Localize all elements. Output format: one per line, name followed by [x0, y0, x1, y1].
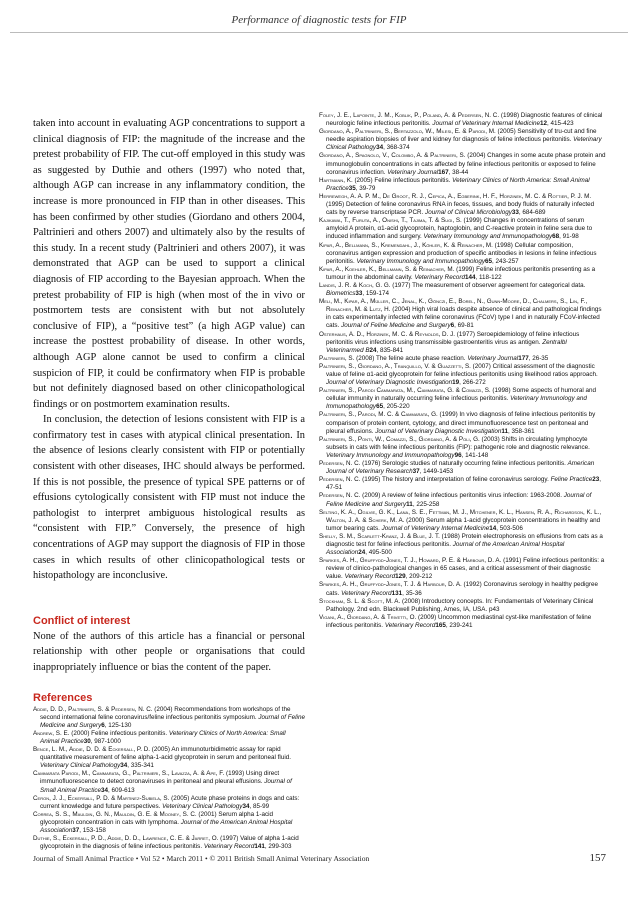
reference-volume: 65 [485, 257, 493, 265]
reference-pages: , 118-122 [475, 273, 502, 281]
reference-authors: Paltrinieri, S., Ponti, W., Comazzi, S., Giordano, A. & Poli, G. [319, 435, 480, 443]
reference-details: (1991) Feline infectious peritonitis: a review of clinico-pathological changes in 65 cases, and a critical assessment of their diagnostic value. [326, 557, 605, 581]
reference-entry [33, 811, 305, 835]
journal-footer-text: Journal of Small Animal Practice • Vol 52 • March 2011 • © 2011 British Small Animal Veterinary Association [33, 854, 370, 863]
reference-journal: Journal of Feline Medicine and Surgery [326, 492, 592, 508]
reference-volume: 33 [355, 290, 363, 298]
reference-authors: Stockham, S. L. & Scott, M. A. [319, 597, 401, 605]
reference-authors: Landis, J. R. & Koch, G. G. [319, 281, 391, 289]
reference-journal: Veterinary Immunology and Immunopathology [423, 233, 553, 241]
reference-journal: Veterinary Clinics of North America: Small Animal Practice [40, 729, 286, 745]
reference-volume: 68 [552, 233, 560, 241]
reference-journal: Journal of Feline Medicine and Surgery [341, 322, 451, 330]
reference-details: (2004) Changes in some acute phase protein and immunoglobulin concentrations in cats affected by feline infectious peritonitis or exposed to feline coronavirus infection. [326, 152, 606, 176]
reference-authors: Kipar, A., Bellmann, S., Kremendahl, J., Köhler, K. & Reinacher, M. [319, 241, 493, 249]
reference-journal: Veterinary Record [414, 273, 465, 281]
reference-pages: , 503-506 [496, 524, 523, 532]
reference-entry [319, 355, 606, 363]
reference-authors: Correa, S. S., Mauldin, G. N., Mauldin, G. E. & Mooney, S. C. [33, 810, 197, 818]
reference-volume: 144 [464, 273, 476, 281]
reference-details: (1995) The history and interpretation of feline coronavirus serology. [360, 476, 551, 484]
reference-authors: Andrew, S. E. [33, 729, 70, 737]
reference-details: (1999) In vivo diagnosis of feline infectious peritonitis by comparison of protein content, cytology, and direct immunofluorescence test on peritoneal and pleural effusions. [326, 411, 596, 435]
reference-entry [319, 492, 606, 508]
reference-details: (2004) High viral loads despite absence of clinical and pathological findings in cats experimentally infected with feline coronavirus (FCoV) type I and in naturally FCoV-infected cats. [326, 306, 602, 330]
reference-journal: Veterinary Record [203, 843, 255, 851]
reference-authors: Pedersen, N. C. [319, 460, 361, 468]
header-divider [10, 32, 628, 33]
reference-pages: , 368-374 [383, 144, 410, 152]
reference-entry [319, 533, 606, 557]
reference-journal: Veterinary Immunology and Immunopathology [326, 451, 455, 459]
reference-volume: 33 [511, 209, 519, 217]
reference-volume: 19 [452, 379, 460, 387]
left-column [33, 116, 305, 851]
reference-pages: , 835-841 [376, 346, 404, 354]
reference-volume: 24 [358, 549, 366, 557]
reference-authors: Addie, D. D., Paltrinieri, S. & Pedersen, N. C. [33, 705, 153, 713]
reference-entry [319, 128, 606, 152]
reference-pages: , 609-613 [108, 786, 135, 794]
reference-details: (2000) Feline infectious peritonitis. [69, 729, 169, 737]
reference-details: (2005) Sensitivity of tru-cut and fine needle aspiration biopsies of liver and kidney for diagnosis of feline infectious peritonitis. [326, 128, 597, 144]
reference-journal: Veterinary Journal [387, 168, 439, 176]
reference-pages: , 266-272 [459, 379, 486, 387]
reference-journal: Journal of Veterinary Diagnostic Investigation [375, 427, 502, 435]
reference-authors: Giordano, A., Spagnolo, V., Colombo, A. & Paltrinieri, S. [319, 152, 466, 160]
reference-pages: , 85-99 [249, 802, 270, 810]
reference-volume: 34 [101, 786, 109, 794]
reference-entry [319, 331, 606, 355]
reference-authors: Vigani, A., Giordano, A. & Trivetti, O. [319, 613, 417, 621]
reference-volume: 34 [120, 762, 128, 770]
reference-details: (1998) Diagnostic features of clinical neurologic feline infectious peritonitis. [326, 112, 603, 128]
reference-volume: 6 [101, 721, 105, 729]
reference-journal: Feline Practice [550, 476, 593, 484]
body-paragraph: In conclusion, the detection of lesions consistent with FIP is a confirmatory test in cases with atypical clinical presentation. In the absence of lesions clearly consistent with FIP or potentially consistent with other diseases, IHC should always be performed. If this is not possible, the presence of typical SPE patterns or of effusions cytologically consistent with FIP must not induce the pathologist to interpret ambiguous histological results as “consistent with FIP.” Conversely, the presence of high concentrations of AGP may support the diagnosis of FIP in those cases in which results of other clinicopathological tests or histopathology are inconclusive. [33, 414, 305, 582]
conflict-of-interest-heading: Conflict of interest [33, 614, 131, 627]
reference-volume: 12 [540, 120, 548, 128]
reference-entry [33, 835, 305, 851]
reference-volume: 167 [438, 168, 449, 176]
reference-details: (2009) A review of feline infectious peritonitis virus infection: 1963-2008. [360, 492, 564, 500]
reference-pages: , 153-158 [79, 827, 106, 834]
reference-pages: , 1449-1453 [419, 468, 454, 476]
reference-pages: , 987-1000 [90, 737, 121, 745]
reference-entry [319, 363, 606, 387]
reference-pages: , 358-361 [508, 427, 535, 435]
reference-entry [319, 266, 606, 282]
reference-journal: Veterinary Record [341, 589, 392, 597]
reference-journal: Journal of Clinical Microbiology [425, 209, 512, 217]
reference-entry [319, 193, 606, 217]
reference-details: (2008) The feline acute phase reaction. [354, 354, 468, 362]
reference-volume: 37 [412, 468, 420, 476]
reference-authors: Sparkes, A. H., Gruffydd-Jones, T. J., Howard, P. E. & Harbour, D. A. [319, 557, 502, 565]
reference-authors: Pedersen, N. C. [319, 492, 361, 500]
running-title: Performance of diagnostic tests for FIP [231, 14, 407, 26]
reference-journal: Journal of the American Animal Hospital Association [40, 818, 293, 834]
reference-entry [319, 598, 606, 614]
reference-authors: Ceron, J. J., Eckersall, P. D. & Martinez-Subiela, S. [33, 794, 170, 802]
reference-authors: Bence, L. M., Addie, D. D. & Eckersall, P. D. [33, 746, 151, 754]
reference-pages: , 415-423 [547, 120, 574, 128]
reference-details: (2000) Serum alpha 1-acid glycoprotein concentrations in healthy and tumor bearing cats. [326, 516, 601, 532]
reference-authors: Giordano, A., Paltrinieri, S., Bertazzolo, W., Milesi, E. & Parodi, M. [319, 128, 496, 136]
reference-authors: Paltrinieri, S., Giordano, A., Tranquillo, V. & Guazzetti, S. [319, 362, 471, 370]
reference-volume: 11 [501, 427, 509, 435]
reference-pages: , 38-44 [448, 168, 469, 176]
reference-entry [319, 112, 606, 128]
body-paragraph: taken into account in evaluating AGP concentrations to support a clinical diagnosis of FIP: the magnitude of the increase and the pretest probability of FIP. The cut-off employed in this study was as suggested by Duthie and others (1997) who noted that, although AGP can increase in any inflammatory condition, the increase is more pronounced in FIP than in other diseases. This has been confirmed by other studies (Giordano and others 2004, Paltrinieri and others 2007) and ultimately also by the results of this study. In a recent study (Paltrinieri and others 2007), it was demonstrated that AGP can be used to support a clinical diagnosis of FIP according to the Bayesian approach. When the pretest probability of FIP is high (when most of the in vivo or postmortem tests are consistent with but not absolutely conclusive of FIP), a “positive test” (a high AGP value) can increase the posttest probability of disease. In other words, although AGP alone cannot be used to confirm a clinical suspicion of FIP, it could be confirmatory when FIP is probable but not definitely diagnosed based on other clinicopathological findings or on postmortem examination results. [33, 118, 305, 410]
reference-details: (1999) Changes in concentrations of serum amyloid A protein, α1-acid glycoprotein, haptoglobin, and C-reactive protein in feline sera due to induced inflammation and surgery. [326, 217, 593, 241]
reference-journal: Zentralbl Veterinarmed B [326, 338, 567, 354]
reference-authors: Paltrinieri, S., Parodi Cammarata, M., Cammarata, G. & Comazzi, S. [319, 387, 491, 395]
page-number: 157 [589, 852, 606, 864]
reference-volume: 6 [450, 322, 455, 330]
reference-entry [319, 460, 606, 476]
reference-list-right [319, 112, 606, 630]
reference-authors: Herrewegh, A. A. P. M., De Groot, R. J., Cepica, A., Egberink, H. F., Horzinek, M. C. & Rottier, P. J. M. [319, 192, 592, 200]
reference-volume: 34 [242, 802, 250, 810]
reference-authors: Kajikawa, T., Furuta, A., Onishi, T., Tajima, T. & Sugi, S. [319, 217, 462, 225]
reference-pages: , 35-36 [402, 589, 422, 597]
reference-details: (1992) Coronavirus serology in healthy pedigree cats. [326, 581, 598, 597]
reference-volume: 35 [348, 184, 356, 192]
reference-authors: Osterhaus, A. D., Horzinek, M. C. & Reynolds, D. J. [319, 330, 455, 338]
reference-details: (2004) Recommendations from workshops of the second international feline coronavirus/feline infectious peritonitis symposium. [40, 705, 291, 721]
reference-entry [319, 436, 606, 460]
reference-entry [33, 795, 305, 811]
reference-pages: , 299-303 [264, 843, 292, 851]
reference-entry [319, 581, 606, 597]
reference-entry [33, 770, 305, 794]
right-column [319, 112, 606, 630]
reference-entry [33, 706, 305, 730]
reference-journal: American Journal of Veterinary Research [326, 460, 595, 476]
reference-volume: 30 [83, 737, 91, 745]
reference-authors: Paltrinieri, S. [319, 354, 355, 362]
reference-entry [319, 476, 606, 492]
reference-entry [319, 298, 606, 330]
reference-details: (2009) Uncommon mediastinal cyst-like manifestation of feline infectious peritonitis. [326, 613, 592, 629]
reference-authors: Hartmann, K. [319, 176, 353, 184]
reference-journal: Journal of Veterinary Diagnostic Investigation [326, 379, 453, 387]
reference-pages: , 159-174 [362, 290, 390, 298]
reference-details: (2001) Serum alpha 1-acid glycoprotein concentration in cats with lymphoma. [40, 810, 273, 826]
reference-pages: , 684-689 [518, 209, 546, 217]
reference-entry [319, 282, 606, 298]
reference-entry [319, 614, 606, 630]
reference-journal: Veterinary Clinics of North America: Small Animal Practice [326, 176, 590, 192]
reference-details: (1988) Protein electrophoresis on effusions from cats as a diagnostic test for feline infectious peritonitis. [326, 532, 603, 548]
reference-details: (1977) Seroepidemiology of feline infectious peritonitis virus infections using transmissible gastroenteritis virus as antigen. [326, 330, 580, 346]
reference-authors: Selting, K. A., Ogilvie, G. K., Lana, S. E., Fettman, M. J., Mitchener, K. L., Hansen, R. A., Richardson, K. L., Walton, J. A. & Scherk, M. A. [319, 508, 602, 524]
reference-volume: 14 [489, 524, 497, 532]
reference-details: (2005) An immunoturbidimetric assay for rapid quantitative measurement of feline alpha-1-acid glycoprotein in serum and peritoneal fluid. [40, 746, 291, 762]
reference-journal: Veterinary Immunology and Immunopathology [356, 257, 486, 265]
reference-volume: 11 [406, 500, 413, 508]
reference-pages: , 47-51 [326, 476, 601, 492]
reference-journal: Journal of Veterinary Internal Medicine [381, 524, 490, 532]
reference-details: (1997) Value of alpha 1-acid glycoprotein in the diagnosis of feline infectious peritonitis. [40, 835, 299, 851]
page-footer [33, 852, 606, 868]
reference-pages: , 91-98 [559, 233, 579, 241]
reference-authors: Pedersen, N. C. [319, 476, 361, 484]
reference-pages: , 239-241 [445, 621, 473, 629]
reference-volume: 96 [454, 451, 462, 459]
reference-journal: Journal of Feline Medicine and Surgery [40, 713, 305, 729]
reference-pages: , 205-220 [383, 403, 410, 411]
reference-entry [319, 509, 606, 533]
reference-entry [319, 387, 606, 411]
reference-details: (1977) The measurement of observer agreement for categorical data. [390, 281, 586, 289]
reference-journal: Veterinary Record [344, 573, 396, 581]
reference-volume: 65 [376, 403, 384, 411]
reference-entry [319, 557, 606, 581]
reference-details: (2003) Shifts in circulating lymphocyte subsets in cats with feline infectious peritonitis (FIP): pathogenic role and diagnostic relevance. [326, 435, 590, 451]
reference-details: (1998) Cellular composition, coronavirus antigen expression and production of specific antibodies in lesions in feline infectious peritonitis. [326, 241, 597, 265]
reference-details: (2008) Introductory concepts. In: Fundamentals of Veterinary Clinical Pathology. 2nd edn. Blackwell Publishing, Ames, IA, USA. p43 [326, 597, 594, 613]
conflict-of-interest-text: None of the authors of this article has a financial or personal relationship with other people or organisations that could inappropriately influence or bias the content of the paper. [33, 630, 305, 673]
reference-volume: 23 [592, 476, 600, 484]
reference-journal: Veterinary Clinical Pathology [162, 802, 243, 810]
reference-pages: , 69-81 [454, 322, 474, 330]
reference-volume: 131 [391, 589, 403, 597]
reference-details: (2005) Acute phase proteins in dogs and cats: current knowledge and future perspectives. [40, 794, 300, 810]
reference-authors: Duthie, S., Eckersall, P. D., Addie, D. D., Lawrence, C. E. & Jarret, O. [33, 835, 219, 843]
reference-volume: 37 [72, 827, 80, 834]
reference-journal: Journal of the American Animal Hospital Association [326, 540, 565, 557]
reference-journal: Biometrics [326, 290, 356, 298]
reference-authors: Shelly, S. M., Scarlett-Kranz, J. & Blue, J. T. [319, 532, 440, 540]
reference-details: (2007) Critical assessment of the diagnostic value of feline α1-acid glycoprotein for feline infectious peritonitis using likelihood ratios approach. [326, 362, 598, 378]
reference-journal: Journal of Veterinary Internal Medicine [432, 120, 540, 128]
reference-entry [319, 177, 606, 193]
references-heading: References [33, 691, 93, 704]
reference-entry [33, 746, 305, 770]
reference-authors: Kipar, A., Koehler, K., Bellmann, S. & Reinacher, M. [319, 265, 455, 273]
reference-journal: Veterinary Journal [467, 354, 519, 362]
reference-details: (1999) Feline infectious peritonitis presenting as a tumour in the abdominal cavity. [326, 265, 596, 281]
reference-details: (2005) Feline infectious peritonitis. [352, 176, 453, 184]
reference-pages: , 243-257 [492, 257, 519, 265]
reference-pages: , 26-35 [528, 354, 549, 362]
reference-authors: Cammarata Parodi, M., Cammarata, G., Paltrinieri, S., Lavazza, A. & Ape, F. [33, 770, 225, 778]
reference-pages: , 495-500 [365, 549, 392, 557]
reference-authors: Paltrinieri, S., Parodi, M. C. & Cammarata, G. [319, 411, 438, 419]
reference-pages: , 225-258 [412, 500, 440, 508]
reference-details: (1976) Serologic studies of naturally occurring feline infectious peritonitis. [360, 460, 568, 468]
reference-entry [319, 242, 606, 266]
reference-entry [319, 411, 606, 435]
reference-journal: Veterinary Clinical Pathology [40, 762, 121, 770]
reference-pages: , 335-341 [127, 762, 154, 770]
reference-entry [319, 152, 606, 176]
reference-entry [33, 730, 305, 746]
reference-volume: 129 [395, 573, 406, 581]
reference-journal: Veterinary Clinical Pathology [326, 136, 602, 152]
reference-pages: , 125-130 [104, 721, 132, 729]
reference-pages: , 39-79 [355, 184, 376, 192]
reference-authors: Foley, J. E., Lapointe, J. M., Koblik, P., Poland, A. & Pedersen, N. C. [319, 112, 500, 119]
reference-authors: Meli, M., Kipar, A., Müller, C., Jenal, K., Gönczi, E., Borel, N., Gunn-Moore, D., Chalmers, S., Lin, F., Reinacher, M. & Lutz, H. [319, 298, 588, 314]
reference-volume: 24 [369, 346, 377, 354]
reference-details: (1998) Some aspects of humoral and cellular immunity in naturally occurring feline infectious peritonitis. [326, 387, 597, 403]
reference-volume: 165 [435, 621, 446, 629]
reference-list-left [33, 706, 305, 852]
reference-entry [319, 217, 606, 241]
reference-authors: Sparkes, A. H., Gruffydd-Jones, T. J. & Harbour, D. A. [319, 581, 462, 589]
reference-volume: 177 [518, 354, 529, 362]
reference-pages: , 141-148 [461, 451, 489, 459]
reference-volume: 141 [254, 843, 265, 851]
reference-journal: Veterinary Immunology and Immunopathology [326, 395, 587, 411]
reference-pages: , 209-212 [405, 573, 433, 581]
reference-journal: Veterinary Record [384, 621, 436, 629]
reference-journal: Journal of Small Animal Practice [40, 778, 292, 794]
reference-details: (1993) Using direct immunofluorescence to detect coronaviruses in peritoneal and pleural effusions. [40, 770, 280, 786]
reference-details: (1995) Detection of feline coronavirus RNA in feces, tissues, and body fluids of naturally infected cats by reverse transcriptase PCR. [326, 201, 595, 217]
reference-volume: 34 [376, 144, 384, 152]
